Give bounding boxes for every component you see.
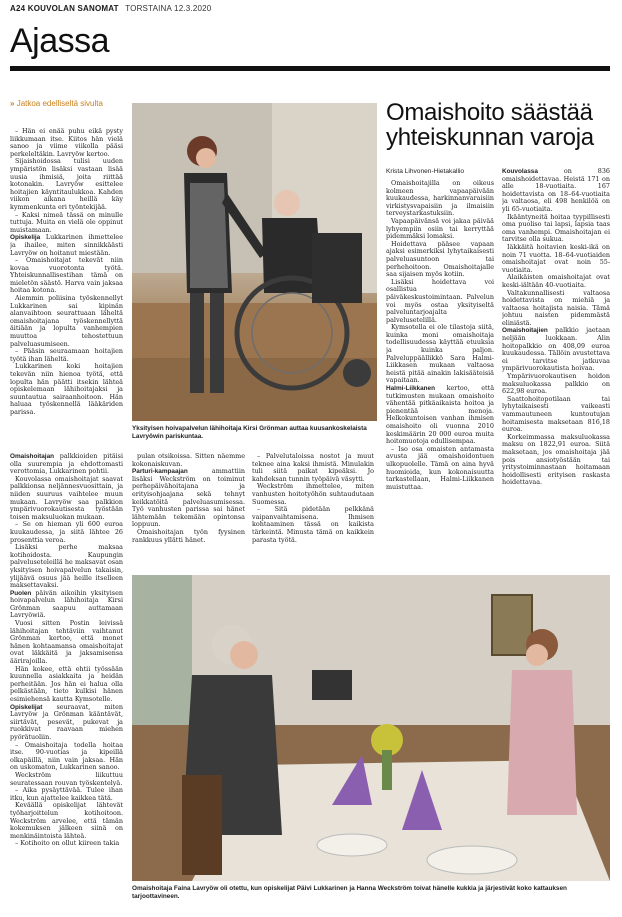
paragraph <box>10 363 123 416</box>
paragraph-text: Saattohoitopotilaan tai lyhytaikaisesti vaikeasti vammautuneen kuntoutujan hoitamisesta maksetaan 816,18 euroa. <box>502 394 610 434</box>
paragraph <box>502 214 610 244</box>
paragraph-text: Hoidettava pääsee vapaan ajaksi esimerkiksi lyhytaikaisesti palveluasuntoon tai perhehoitoon. Omaishoitajalle saa sijaisen myös kotiin. <box>386 239 494 279</box>
paragraph-text: – Palvelutaloissa nostot ja muut teknee aina kaksi ihmistä. Minulakin tuli siitä paikat kipeäksi. Jo kahdeksan tunnin työpäivä väsytti. <box>252 453 374 483</box>
paragraph <box>502 434 610 487</box>
paragraph <box>10 544 123 590</box>
paragraph <box>386 279 494 325</box>
paragraph-text: – Kotihoito on ollut kiireen takia <box>15 839 120 848</box>
paragraph-text: palkkio jaetaan neljään luokkaan. Alin hoitopalkkio on 408,09 euroa kuukaudessa. Tällöin avustettava ei tarvitse jatkuvaa ympärivuorokautista hoivaa. <box>502 326 610 373</box>
paragraph <box>386 241 494 279</box>
paragraph <box>132 453 245 468</box>
paragraph <box>10 704 123 742</box>
sidebar-headline: Omaishoito säästää yhteiskunnan varoja <box>386 99 594 151</box>
paragraph <box>10 476 123 522</box>
paragraph <box>10 234 123 257</box>
paragraph-text: – Iso osa omaisten antamasta avusta jää omaishoidontuen ulkopuolelle. Tämä on aina hyvä huomioida, kun kokonaisuutta tarkastellaan, Halmi-Liikkanen muistuttaa. <box>386 444 494 491</box>
paragraph-text: Iäkkäitä hoitavien keski-ikä on noin 71 vuotta. 18–64-vuotiaiden omaishoitajat ovat noin 55-vuotiaita. <box>502 242 610 274</box>
paragraph-text: Ikääntyneitä hoitaa tyypillisesti oma puoliso tai lapsi, lapsia taas oma vanhempi. Omaishoitajan ei tarvitse olla sukua. <box>502 212 610 244</box>
paragraph <box>10 787 123 802</box>
photo-caption-2 <box>132 885 610 900</box>
publication-date: TORSTAINA 12.3.2020 <box>125 4 212 13</box>
paragraph-lead: Opiskelija <box>10 234 41 242</box>
paragraph-text: ammattiin lisäksi Weckström on toiminut perhepäivähoitajana ja erityisohjaajana sekä tehnyt keikkatöitä palveluasumisessa. Työ vanhusten parissa sai hänet lähtemään tekemään opintonsa loppuun. <box>132 467 245 529</box>
paragraph <box>10 348 123 363</box>
paragraph-text: Hän kokee, että ehtii työssään kuunnella asiakkaita ja heidän perheitään. Jos hän ei halua olla pelkästään, tieto kulkisi hänen esimiehensä kautta Kymsotelle. <box>10 664 123 703</box>
paragraph-text: on 836 omaishoidettavaa. Heistä 171 on alle 18-vuotiaita. 167 hoidettavista on 18–64-vuotiaita ja valtaosa, eli 498 henkilöä on yli 65-vuotiaita. <box>502 168 610 213</box>
paragraph <box>386 218 494 241</box>
paragraph-text: pulan otsikoissa. Sitten näemme kokonaiskuvan. <box>132 453 245 468</box>
paragraph-text: – Se on hieman yli 600 euroa kuukaudessa, ja siitä lähtee 26 prosenttia veroa. <box>10 520 123 544</box>
paragraph-text: Keväällä opiskelijat lähtevät työharjoittelun kotihoitoon. Weckström arvelee, että tämän kokemuksen jälkeen siinä on menkinäintoista lähteä. <box>10 801 123 840</box>
paragraph <box>10 257 123 295</box>
paragraph <box>10 772 123 787</box>
paragraph <box>502 290 610 328</box>
photo-caption-2-text: Omaishoitaja Faina Lavryöw oli otettu, kun opiskelijat Päivi Lukkarinen ja Hanna Weckström toivat hänelle kukkia ja järjestivät koko kattauksen tarjoottavineen. <box>132 885 567 900</box>
paragraph <box>132 529 245 544</box>
article-column-1 <box>10 128 123 446</box>
paragraph-lead: Kouvolassa <box>502 168 538 175</box>
paragraph-text: Lisäksi hoidettava voi osallistua päiväkeskustoimintaan. Palvelun voi myös ostaa yksityiseltä palveluntarjoajalta palvelusetelillä. <box>386 277 494 324</box>
paragraph-text: Omaishoitajilla on oikeus kolmeen vapaapäivään kuukaudessa, harkinnanvaraisiin virkistysvapaisiin ja ilmaisiin terveystarkastuksiin. <box>386 180 494 218</box>
paragraph <box>386 446 494 492</box>
paragraph <box>132 468 245 529</box>
paragraph-text: Vuosi sitten Postin leivissä lähihoitajan tehtäviin vaihtanut Grönman kertoo, että monet hänen kohtaamansa omaishoitajat ovat läkkäitä ja jaksamisensa äärirajoilla. <box>10 619 123 666</box>
section-rule <box>10 66 610 71</box>
sidebar-column-right <box>502 168 610 570</box>
paragraph-lead: Omaishoitajan <box>10 453 55 460</box>
paragraph <box>10 742 123 772</box>
continued-label <box>10 99 103 108</box>
paragraph-lead: Opiskelijat <box>10 703 43 711</box>
paragraph-text: Sijaishoidossa tulisi uuden ympäristön lisäksi vastaan lisää uusia ihmisiä, joita riittää kotonakin. Lavryöw esittelee hoitajien käyntitaulukkoa. Kahden viikon aikana heillä käy kymmenkunta eri työntekijää. <box>10 157 123 211</box>
continued-text: Jatkoa edelliseltä sivulta <box>16 99 103 108</box>
paragraph-text: Ympärivuorokautisen hoidon maksuluokassa palkkio on 622,98 euroa. <box>502 372 610 396</box>
paragraph <box>10 521 123 544</box>
paragraph-lead: Halmi-Liikkanen <box>386 385 436 393</box>
paragraph <box>10 295 123 348</box>
article-column-4 <box>252 453 374 568</box>
paragraph-text: – Kaksi nimeä tässä on minulle tuttuja. Muita en vielä ole oppinut muistamaan. <box>10 210 123 234</box>
paragraph <box>252 453 374 483</box>
paragraph-text: palkkioiden pitäisi olla suurempia ja ehdottomasti verottomia, Lukkarinen pohtii. <box>10 453 123 476</box>
paragraph <box>252 483 374 506</box>
paragraph-text: – Pääsin seuraamaan hoitajien työtä ihan läheltä. <box>10 347 123 363</box>
paragraph <box>10 158 123 211</box>
paragraph-text: Kouvolassa omaishoitajat saavat palkkionsa neljännesvuosittain, ja niiden suuruus vaihtelee muun mukaan. Lavryöw saa palkkion ympärivuorokautisesta työstään toisen maksuluokan mukaan. <box>10 474 123 521</box>
paragraph <box>502 396 610 434</box>
paragraph-text: päivän aikoihin yksityisen hoivapalvelun lähihoitaja Kirsi Grönman saapuu auttamaan Lavryöwiä. <box>10 588 123 620</box>
paragraph <box>10 620 123 666</box>
paragraph-text: Lisäksi perhe maksaa kotihoidosta. Kaupungin palveluseteleillä he maksavat osan yksityisen hoivapalvelun takaisin, ylijäävä osuus jää heille itselleen maksettavaksi. <box>10 543 123 590</box>
paragraph-text: Valtakunnallisesti valtaosa hoidettavista on miehiä ja valtaosa hoitajista naisia. Tämä johtuu naisten pidemmästä eliniästä. <box>502 288 610 327</box>
paragraph-text: Alaikäisten omaishoitajat ovat keski-iältään 40-vuotiaita. <box>502 273 610 289</box>
paragraph <box>10 802 123 840</box>
paragraph-text: – Sitä pidetään pelkkänä vaipanvaihtamisena. Ihmisen kohtaaminen tässä on kaikista tärkeintä. Minusta tämä on kaikkein parasta työtä. <box>252 505 374 544</box>
paragraph-text: Weckström liikuttuu seuratessaan rouvan työskentelyä. <box>10 770 123 787</box>
paragraph <box>386 324 494 385</box>
paragraph-text: – Omaishoitajat tekevät niin kovaa vuorotonta työtä. Yhteiskunnallisestihan tämä on mieletön säästö. Harva vain jaksaa hoitaa kotona. <box>10 256 123 295</box>
paragraph-text: Omaishoitajan työn fyysinen rankkuus yllätti hänet. <box>132 527 245 544</box>
paragraph-text: Vapaapäivänsä voi jakaa päivää lyhyempiin osiin tai kerryttää pidemmäksi lomaksi. <box>386 216 494 241</box>
page-number: A24 <box>10 4 26 13</box>
paragraph-text: Korkeimmassa maksuluokassa maksu on 1822,91 euroa. Siitä maksetaan, jos omaishoitaja jää pois ansiotyöstään tai yritystoiminnastaan hoitamaan hoidollisesti erityisen raskasta hoidettavaa. <box>502 432 610 487</box>
photo-dining-table <box>132 575 610 881</box>
paragraph-lead: Omaishoitajien <box>502 327 548 335</box>
paragraph-text: – Hän ei enää puhu eikä pysty liikkumaan itse. Kiitos hän vielä sanoo ja viime viikolla pääsi perkeleltäkin. Lavryöw kertoo. <box>10 128 123 158</box>
continued-marker: » <box>10 99 15 108</box>
paragraph-text: Lukkarinen ihmettelee ja ihailee, miten sinnikkäästi Lavryöw on hoitanut miestään. <box>10 233 123 257</box>
paragraph <box>502 244 610 274</box>
paragraph <box>10 590 123 620</box>
paragraph <box>502 373 610 396</box>
paragraph <box>10 840 123 848</box>
photo-caption-1 <box>132 425 377 440</box>
paragraph-text: – Aika pysäyttävää. Tulee ihan itku, kun ajattelee kaikkea tätä. <box>10 786 123 802</box>
paragraph-lead: Parturi-kampaajan <box>132 468 188 476</box>
paragraph-text: kertoo, että tutkimusten mukaan omaishoito vähentää pitkäaikaista hoitoa ja pienentää menoja. Helkokuntoisen vanhan ihmisen omaishoito oli vuonna 2010 keskimäärin 20 000 euroa muita hoitomuotoja edullisempaa. <box>386 384 494 446</box>
section-title: Ajassa <box>10 22 110 60</box>
paragraph <box>502 274 610 289</box>
paragraph <box>10 128 123 158</box>
sidebar-byline: Krista Lihvonen-Hietakallio <box>386 168 465 175</box>
sidebar-column-left <box>386 180 494 570</box>
paragraph <box>10 212 123 235</box>
paragraph <box>502 168 610 214</box>
paragraph-text: Weckström ihmettelee, miten vanhusten hoitotyöhön suhtaudutaan Suomessa. <box>252 482 374 506</box>
paragraph <box>10 666 123 704</box>
article-column-2 <box>10 453 123 905</box>
paragraph-text: Aiemmin poliisina työskennellyt Lukkarinen sai kipinän alanvaihtoon seurattuaan läheltä omaishoitajana työskennellyttä äitiään ja lopulta vanhempien muuttoa tehostettuun palveluasumiseen. <box>10 294 123 348</box>
publication-name: KOUVOLAN SANOMAT <box>27 4 119 13</box>
paragraph <box>386 180 494 218</box>
paragraph-text: – Omaishoitaja todella hoitaa itse. 90-vuotias ja kipeillä olkapäillä, niin vain jaksaa. Hän on uskomaton, Lukkarinen sanoo. <box>10 740 123 772</box>
paragraph <box>10 453 123 476</box>
article-column-3 <box>132 453 245 568</box>
paragraph-text: Kymsotella ei ole tilastoja siitä, kuinka moni omaishoitaja todellisuudessa käyttää etuuksia ja kuinka paljon. Palveluppäällikkö Sara Halmi-Liikkasen mukaan valtaosa heistä pitää ainakin lakisääteisiä vapaitaan. <box>386 323 494 385</box>
paragraph <box>502 327 610 373</box>
paragraph-text: seuraavat, miten Lavryöw ja Grönman kääntävät, siirtävät, pesevät, pukevat ja ruokkivat raavaan miehen pyörätuoliin. <box>10 702 123 741</box>
paragraph <box>386 385 494 446</box>
page-header <box>10 4 211 13</box>
paragraph-text: Lukkarinen koki hoitajien tekevän niin hienoa työtä, että lopulta hän päätti itsekin lähteä opiskelemaan lähihoitajaksi ja suuntautua sairaanhoitoon. Hän haluaa työskennellä lääkäriden parissa. <box>10 362 123 416</box>
photo-caption-1-text: Yksityisen hoivapalvelun lähihoitaja Kirsi Grönman auttaa kuusankoskelaista Lavryöwin pariskuntaa. <box>132 425 367 440</box>
paragraph-lead: Puolen <box>10 589 32 597</box>
photo-caregiver-wheelchair <box>132 103 377 421</box>
paragraph <box>252 506 374 544</box>
